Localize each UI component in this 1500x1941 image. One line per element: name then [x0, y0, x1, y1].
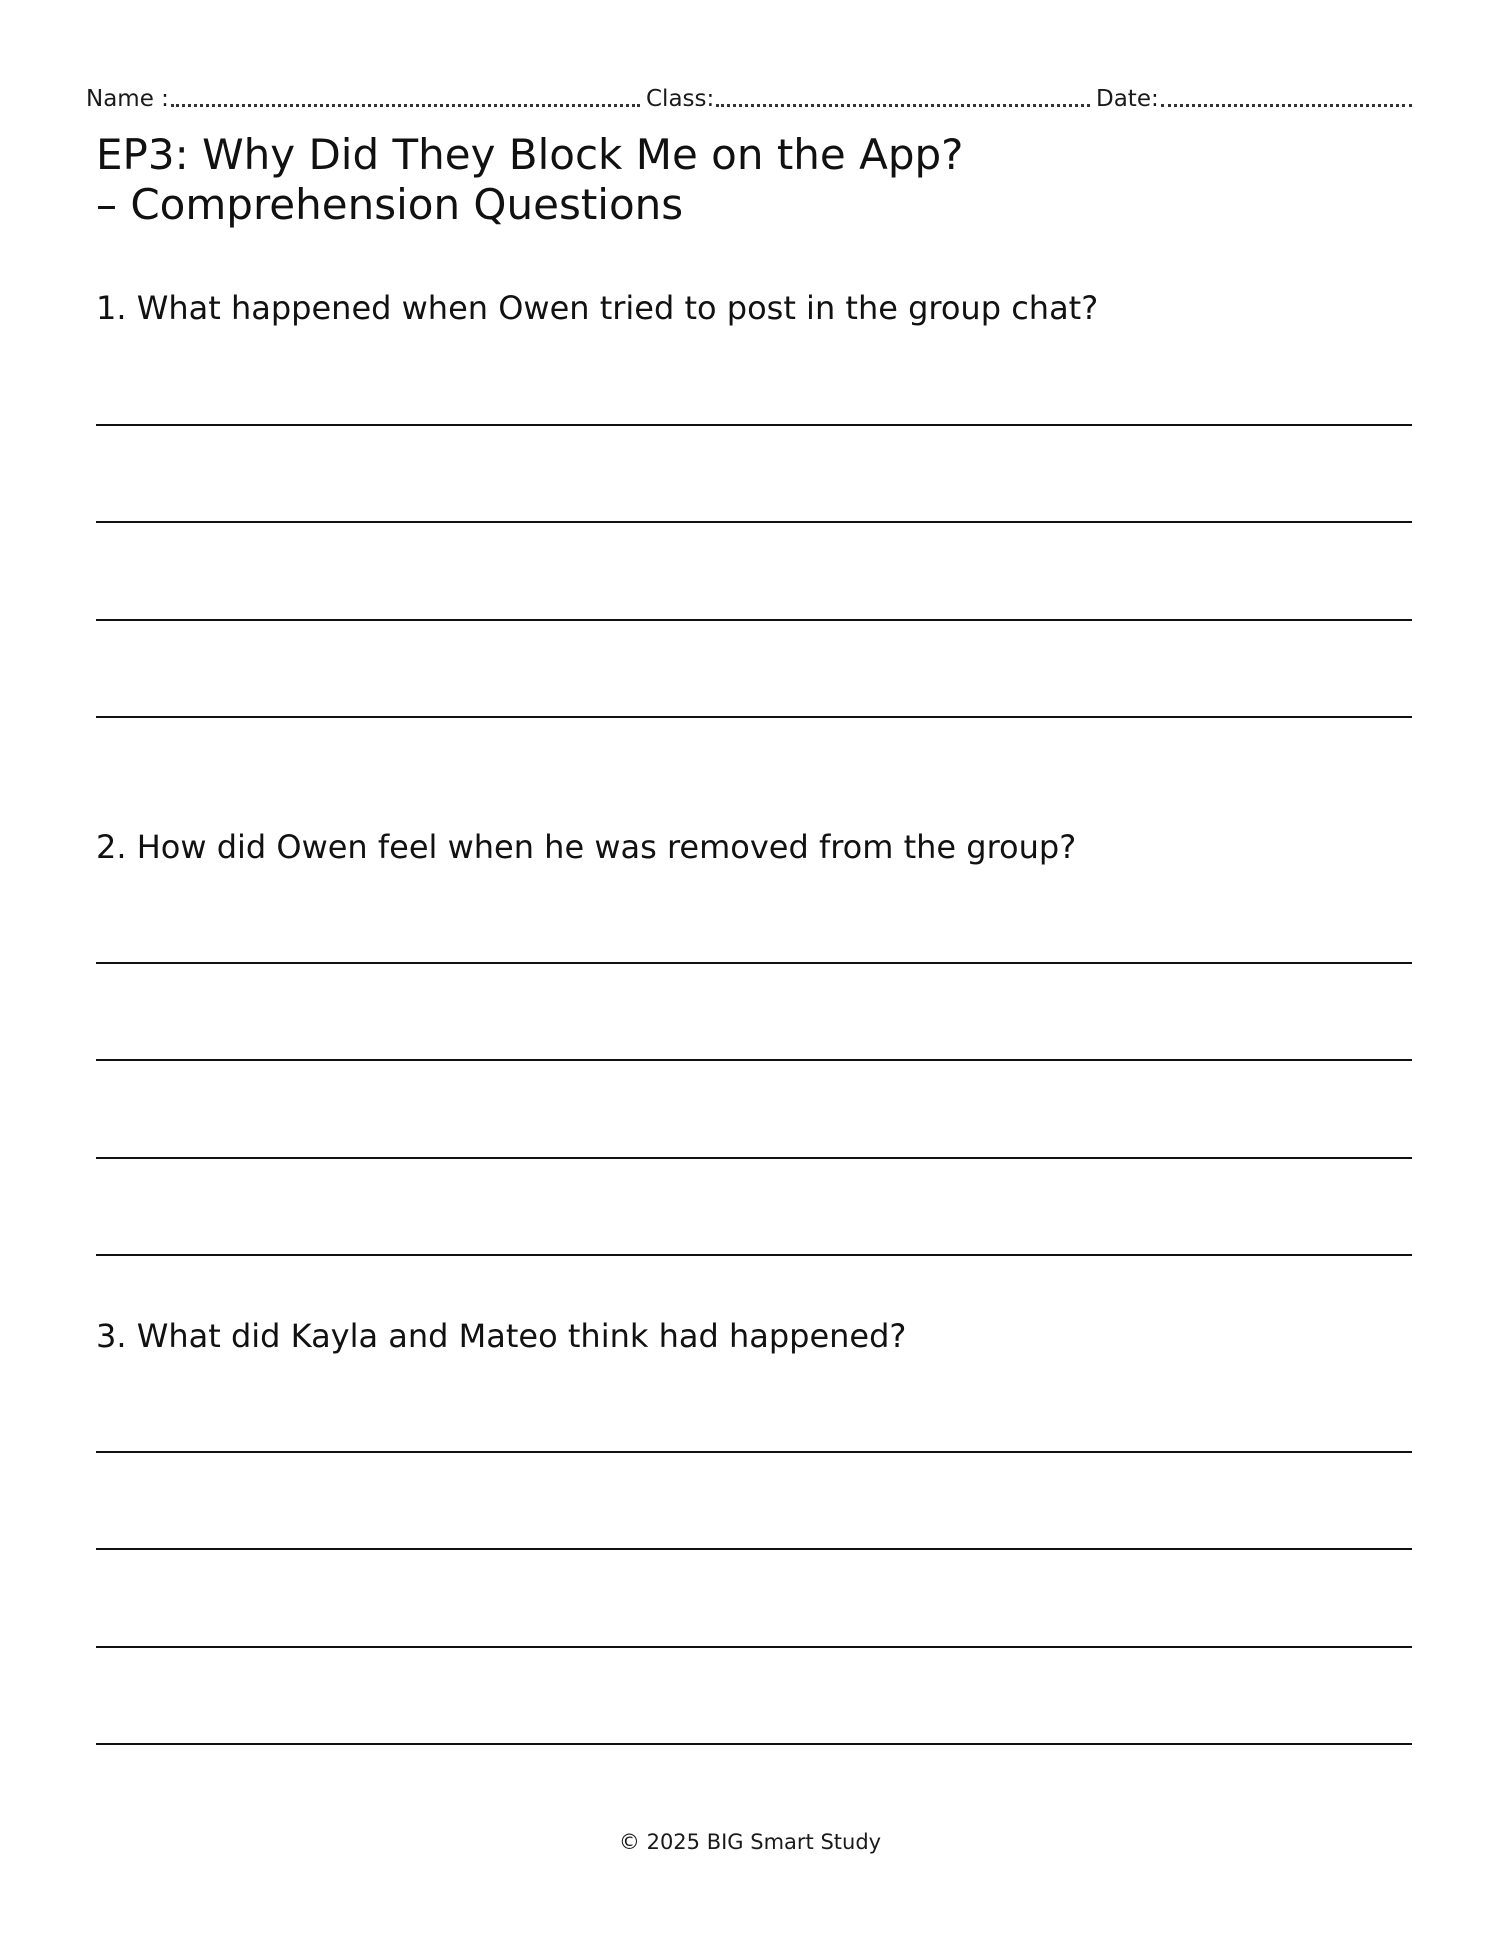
- class-field[interactable]: [646, 84, 1096, 114]
- answer-line-q1-1[interactable]: [96, 424, 1412, 426]
- name-dotted-line: [171, 104, 640, 107]
- answer-line-q3-4[interactable]: [96, 1743, 1412, 1745]
- answer-line-q2-1[interactable]: [96, 962, 1412, 964]
- question-1: 1. What happened when Owen tried to post in the group chat?: [96, 289, 1099, 327]
- answer-line-q2-4[interactable]: [96, 1254, 1412, 1256]
- title-line-1: EP3: Why Did They Block Me on the App?: [96, 130, 964, 179]
- class-dotted-line: [716, 104, 1090, 107]
- title-line-2: – Comprehension Questions: [96, 180, 684, 229]
- name-label: Name :: [86, 86, 169, 112]
- answer-line-q3-3[interactable]: [96, 1646, 1412, 1648]
- answer-line-q1-3[interactable]: [96, 619, 1412, 621]
- answer-line-q2-2[interactable]: [96, 1059, 1412, 1061]
- student-info-row: [86, 84, 1412, 114]
- class-label: Class:: [646, 86, 715, 112]
- answer-line-q2-3[interactable]: [96, 1157, 1412, 1159]
- answer-line-q1-2[interactable]: [96, 521, 1412, 523]
- name-field[interactable]: [86, 84, 646, 114]
- date-dotted-line: [1161, 104, 1412, 107]
- question-3: 3. What did Kayla and Mateo think had happened?: [96, 1317, 907, 1355]
- answer-line-q3-2[interactable]: [96, 1548, 1412, 1550]
- copyright-footer: © 2025 BIG Smart Study: [618, 1830, 882, 1854]
- question-2: 2. How did Owen feel when he was removed from the group?: [96, 828, 1077, 866]
- answer-line-q1-4[interactable]: [96, 716, 1412, 718]
- date-field[interactable]: [1096, 84, 1412, 114]
- date-label: Date:: [1096, 86, 1159, 112]
- worksheet-title: [96, 130, 1396, 230]
- answer-line-q3-1[interactable]: [96, 1451, 1412, 1453]
